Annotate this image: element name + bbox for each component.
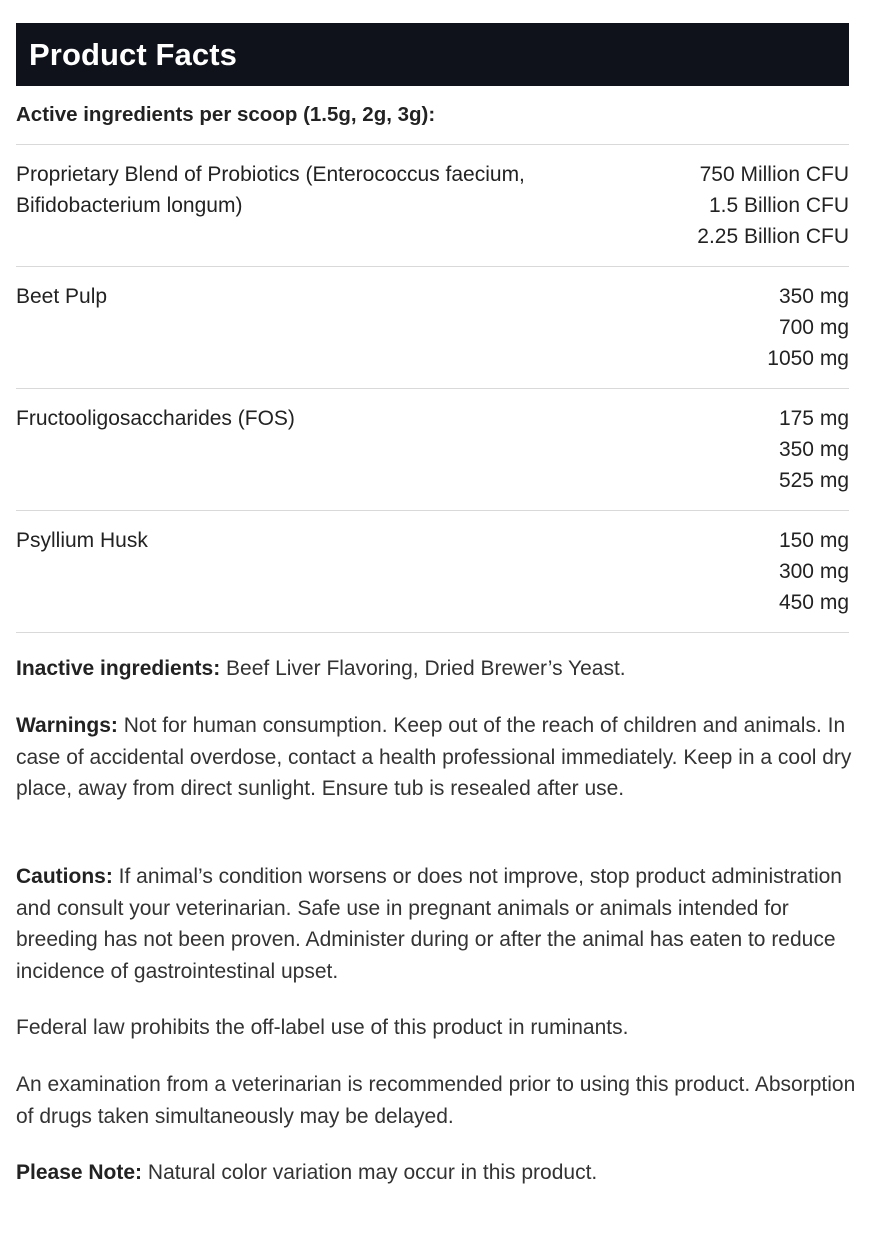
warnings-text: Not for human consumption. Keep out of the reach of children and animals. In case of accidental overdose, contact a health professional immediately. Keep in a cool dry place, away from direct sunlight. Ensure tub is resealed after use.: [16, 714, 852, 800]
please-note-label: Please Note:: [16, 1161, 143, 1184]
ingredient-row: [16, 511, 849, 633]
amount-small: 150 mg: [778, 529, 849, 552]
amount-small: 350 mg: [778, 285, 849, 308]
ingredient-amounts: [697, 159, 849, 252]
cautions-text: If animal’s condition worsens or does not improve, stop product administration and consult your veterinarian. Safe use in pregnant animals or animals intended for breeding has not been proven. Administer during or after the animal has eaten to reduce incidence of gastrointestinal upset.: [16, 865, 842, 983]
ingredient-amounts: [779, 403, 849, 496]
warnings: [16, 710, 856, 805]
product-facts-panel: [16, 23, 849, 633]
amount-large: 450 mg: [778, 591, 849, 614]
inactive-label: Inactive ingredients:: [16, 657, 221, 680]
amount-large: 525 mg: [778, 469, 849, 492]
ingredient-row: [16, 389, 849, 511]
amount-large: 1050 mg: [767, 347, 849, 370]
federal-law-note: Federal law prohibits the off-label use of this product in ruminants.: [16, 1016, 629, 1039]
amount-medium: 700 mg: [778, 316, 849, 339]
page-title: Product Facts: [29, 36, 238, 72]
amount-large: 2.25 Billion CFU: [697, 225, 849, 248]
amount-medium: 300 mg: [778, 560, 849, 583]
ingredient-name: Proprietary Blend of Probiotics (Enterococcus faecium, Bifidobacterium longum): [16, 163, 525, 217]
cautions-label: Cautions:: [16, 865, 113, 888]
warnings-label: Warnings:: [16, 714, 118, 737]
ingredient-amounts: [767, 281, 849, 374]
amount-medium: 350 mg: [778, 438, 849, 461]
amount-small: 175 mg: [778, 407, 849, 430]
ingredient-name: Beet Pulp: [16, 285, 108, 308]
amount-small: 750 Million CFU: [699, 163, 849, 186]
ingredient-name: Psyllium Husk: [16, 529, 148, 552]
active-ingredients-heading: Active ingredients per scoop (1.5g, 2g, 3g):: [16, 86, 849, 145]
ingredient-amounts: [779, 525, 849, 618]
exam-note: An examination from a veterinarian is recommended prior to using this product. Absorption of drugs taken simultaneously may be delayed.: [16, 1073, 856, 1128]
inactive-ingredients: [16, 653, 856, 685]
cautions: [16, 861, 856, 987]
product-facts-header: [16, 23, 849, 86]
amount-medium: 1.5 Billion CFU: [708, 194, 849, 217]
ingredient-row: [16, 145, 849, 267]
please-note-text: Natural color variation may occur in this product.: [142, 1161, 598, 1184]
inactive-text: Beef Liver Flavoring, Dried Brewer’s Yeast.: [220, 657, 626, 680]
please-note: [16, 1157, 856, 1189]
ingredient-name: Fructooligosaccharides (FOS): [16, 407, 295, 430]
ingredient-row: [16, 267, 849, 389]
